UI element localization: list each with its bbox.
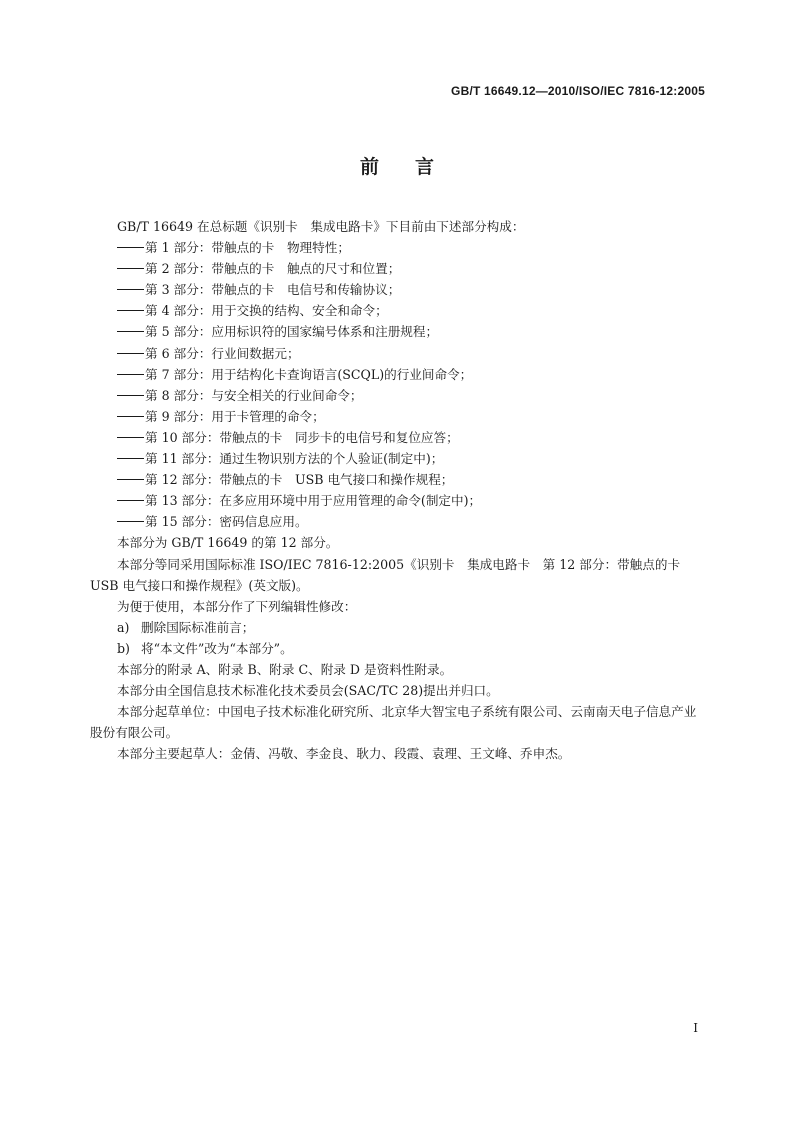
paragraph-drafting-units: 本部分起草单位：中国电子技术标准化研究所、北京华大智宝电子系统有限公司、云南南天电子信息产业股份有限公司。	[90, 704, 697, 741]
dash-marker	[117, 479, 144, 480]
dash-marker	[117, 268, 144, 269]
dash-marker	[117, 437, 144, 438]
dash-marker	[117, 310, 144, 311]
part-item	[90, 469, 705, 490]
part-item	[90, 511, 705, 532]
dash-marker	[117, 289, 144, 290]
edit-item-b-text: 将“本文件”改为“本部分”。	[141, 640, 293, 656]
dash-marker	[117, 416, 144, 417]
part-item-text: 第 7 部分：用于结构化卡查询语言(SCQL)的行业间命令；	[145, 366, 473, 382]
part-item-text: 第 4 部分：用于交换的结构、安全和命令；	[145, 303, 388, 319]
part-item-text: 第 12 部分：带触点的卡 USB 电气接口和操作规程；	[145, 472, 454, 488]
part-item	[90, 448, 705, 469]
dash-marker	[117, 331, 144, 332]
paragraph-annexes: 本部分的附录 A、附录 B、附录 C、附录 D 是资料性附录。	[117, 661, 453, 677]
part-item	[90, 237, 705, 258]
paragraph-edits-intro: 为便于使用，本部分作了下列编辑性修改：	[117, 598, 357, 614]
paragraph-part-number: 本部分为 GB/T 16649 的第 12 部分。	[117, 535, 339, 551]
dash-marker	[117, 500, 144, 501]
part-item-text: 第 2 部分：带触点的卡 触点的尺寸和位置；	[145, 261, 401, 277]
dash-marker	[117, 395, 144, 396]
page-title: 前言	[359, 156, 470, 178]
paragraph-adoption: 本部分等同采用国际标准 ISO/IEC 7816-12:2005《识别卡 集成电路卡 第 12 部分：带触点的卡 USB 电气接口和操作规程》(英文版)。	[90, 556, 693, 593]
intro-paragraph: GB/T 16649 在总标题《识别卡 集成电路卡》下目前由下述部分构成：	[117, 219, 525, 234]
page-number: I	[693, 1021, 698, 1035]
dash-marker	[117, 353, 144, 354]
edit-item-a-marker: a)	[117, 619, 130, 635]
standard-code: GB/T 16649.12—2010/ISO/IEC 7816-12:2005	[451, 84, 705, 98]
part-item	[90, 490, 705, 511]
dash-marker	[117, 458, 144, 459]
part-item	[90, 300, 705, 321]
part-item	[90, 406, 705, 427]
part-item	[90, 258, 705, 279]
edit-item-b-marker: b)	[117, 640, 130, 656]
part-item-text: 第 5 部分：应用标识符的国家编号体系和注册规程；	[145, 324, 439, 340]
part-item-text: 第 9 部分：用于卡管理的命令；	[145, 408, 325, 424]
edit-item-a-text: 删除国际标准前言；	[141, 619, 255, 635]
edit-item-a	[90, 617, 705, 638]
part-item-text: 第 13 部分：在多应用环境中用于应用管理的命令(制定中)；	[145, 493, 482, 509]
part-item-text: 第 1 部分：带触点的卡 物理特性；	[145, 240, 350, 256]
document-body	[90, 216, 705, 764]
part-item	[90, 385, 705, 406]
part-item-text: 第 6 部分：行业间数据元；	[145, 345, 300, 361]
parts-list	[90, 237, 705, 532]
dash-marker	[117, 247, 144, 248]
part-item-text: 第 8 部分：与安全相关的行业间命令；	[145, 387, 363, 403]
part-item	[90, 364, 705, 385]
part-item-text: 第 10 部分：带触点的卡 同步卡的电信号和复位应答；	[145, 429, 459, 445]
dash-marker	[117, 374, 144, 375]
part-item-text: 第 3 部分：带触点的卡 电信号和传输协议；	[145, 282, 401, 298]
part-item	[90, 279, 705, 300]
paragraph-proposer: 本部分由全国信息技术标准化技术委员会(SAC/TC 28)提出并归口。	[117, 683, 499, 699]
part-item	[90, 321, 705, 342]
part-item-text: 第 15 部分：密码信息应用。	[145, 514, 308, 530]
edit-item-b	[90, 638, 705, 659]
part-item	[90, 343, 705, 364]
part-item-text: 第 11 部分：通过生物识别方法的个人验证(制定中)；	[145, 451, 444, 467]
dash-marker	[117, 521, 144, 522]
paragraph-drafters: 本部分主要起草人：金倩、冯敬、李金良、耿力、段霞、袁理、王文峰、乔申杰。	[117, 746, 571, 762]
part-item	[90, 427, 705, 448]
